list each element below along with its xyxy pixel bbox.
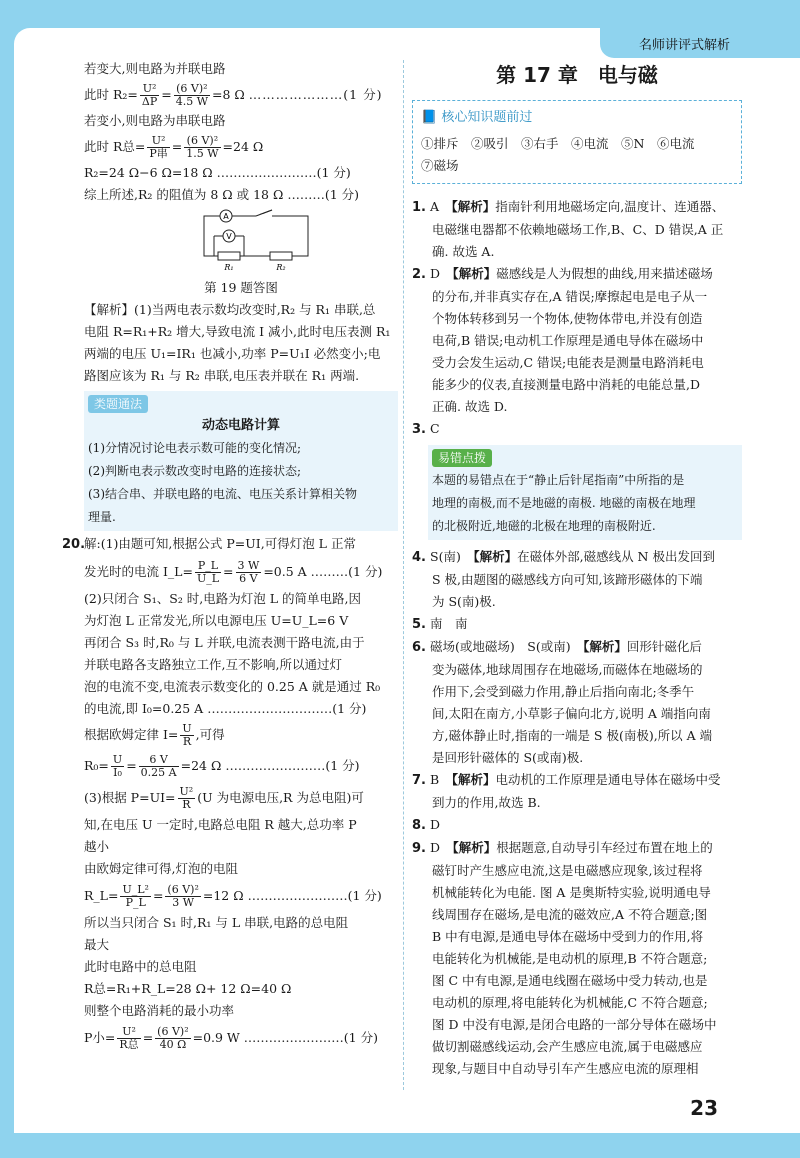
text-line: 则整个电路消耗的最小功率 <box>84 1003 235 1018</box>
resistor-r2-icon <box>270 252 292 260</box>
formula-line: 此时 R₂= $\frac{\text{U²}}{\Delta P}$ = $\frac{\text{(6 V)²}}{4.5 W}$ =8 Ω …………………(1 分) <box>84 82 383 108</box>
text-line: 若变小,则电路为串联电路 <box>84 113 226 128</box>
text-line: 并联电路各支路独立工作,互不影响,所以通过灯 <box>84 657 342 672</box>
fraction: $\frac{\text{(6 V)²}}{1.5 W}$ <box>186 134 219 160</box>
formula-line: R_L= $\frac{\text{U\_L²}}{P\_L}$ = $\frac{\text{(6 V)²}}{3 W}$ =12 Ω ……………………(1 分) <box>84 883 382 909</box>
page-number: 23 <box>690 1096 718 1120</box>
fraction: $\frac{\text{(6 V)²}}{4.5 W}$ <box>175 82 209 108</box>
text-line: 再闭合 S₃ 时,R₀ 与 L 并联,电流表测干路电流,由于 <box>84 635 365 650</box>
method-title: 动态电路计算 <box>201 418 280 433</box>
text-line: R₂=24 Ω−6 Ω=18 Ω ……………………(1 分) <box>84 165 351 180</box>
answer-item: 4. S(南) 【解析】在磁体外部,磁感线从 N 极出发回到 S 极,由题图的磁感线方向可知,该蹄形磁体的下端 为 S(南)极. <box>412 549 715 609</box>
left-column <box>62 58 398 1054</box>
text-line: 由欧姆定律可得,灯泡的电阻 <box>84 861 238 876</box>
text-line: 若变大,则电路为并联电路 <box>84 61 226 76</box>
analysis-line: 【解析】(1)当两电表示数均改变时,R₂ 与 R₁ 串联,总 <box>84 302 376 317</box>
core-title: 📘 核心知识题前过 <box>421 110 533 125</box>
method-line: 理量. <box>88 510 116 524</box>
fraction: $\frac{3 W}{6 V}$ <box>237 559 260 585</box>
error-tip-box: 易错点拨 本题的易错点在于“静止后针尾指南”中所指的是 地理的南极,而不是地磁的南极. 地磁的南极在地理 的北极附近,地磁的北极在地理的南极附近. <box>428 445 742 540</box>
answer-item: 9. D 【解析】根据题意,自动导引车经过布置在地上的 磁钉时产生感应电流,这是电磁感应现象,该过程将 机械能转化为电能. 图 A 是奥斯特实验,说明通电导 线周围存在磁场,是电流的磁效应,A 不符合题意;图 B 中有电源,是通电导体在磁场中受到力的作用,将 电能转化为机械能,是电动机的原理,B 不符合题意; 图 C 中有电源,是通电线圈在磁场中受力转动,也是 电动机的原理,将电能转化为机械能,C 不符合题意; 图 D 中没有电源,是闭合电路的一部分导体在磁场中 做切割磁感线运动,会产生感应电流,属于电磁感应 现象,与题目中自动导引车产生感应电流的原理相 <box>412 840 717 1076</box>
answer-item: 8. D <box>412 817 441 833</box>
column-divider <box>403 60 404 1090</box>
answer-item: 6. 磁场(或地磁场) S(或南) 【解析】回形针磁化后 变为磁体,地球周围存在地磁场,而磁体在地磁场的 作用下,会受到磁力作用,静止后指向南北;冬季午 间,太阳在南方,小草影子偏向北方,说明 A 端指向南 方,磁体静止时,指南的一端是 S 极(南极),所以 A 端 是回形针磁体的 S(或南)极. <box>412 639 713 765</box>
text-line: 知,在电压 U 一定时,电路总电阻 R 越大,总功率 P <box>84 817 357 832</box>
figure-caption: 第 19 题答图 <box>204 280 278 295</box>
header-tab <box>600 28 800 58</box>
voltmeter-label: V <box>226 232 232 241</box>
text-line: 最大 <box>84 937 110 952</box>
fraction: $\frac{\text{U\_L²}}{P\_L}$ <box>122 883 149 909</box>
method-line: (3)结合串、并联电路的电流、电压关系计算相关物 <box>88 487 357 501</box>
chapter-title: 第 17 章 电与磁 <box>496 63 658 87</box>
fraction: $\frac{\text{U²}}{R}$ <box>179 785 194 811</box>
formula-line: P小= $\frac{\text{U²}}{\text{R总}}$ = $\frac{\text{(6 V)²}}{40 \Omega}$ =0.9 W ……………………(1 分) <box>84 1025 378 1051</box>
fraction: $\frac{\text{(6 V)²}}{40 \Omega}$ <box>157 1025 189 1051</box>
formula-line: R₀= $\frac{U}{\text{I₀}}$ = $\frac{6 V}{0.25 A}$ =24 Ω ……………………(1 分) <box>84 753 360 779</box>
answer-item: 7. B 【解析】电动机的工作原理是通电导体在磁场中受 到力的作用,故选 B. <box>412 772 721 810</box>
text-line: R总=R₁+R_L=28 Ω+ 12 Ω=40 Ω <box>84 981 292 996</box>
core-knowledge-box <box>412 100 742 184</box>
circuit-diagram <box>196 210 316 272</box>
method-box <box>84 391 398 531</box>
ammeter-label: A <box>223 212 229 221</box>
fraction: $\frac{U}{\text{I₀}}$ <box>112 753 123 779</box>
text-line: 的电流,即 I₀=0.25 A …………………………(1 分) <box>84 701 367 716</box>
analysis-line: 电阻 R=R₁+R₂ 增大,导致电流 I 减小,此时电压表测 R₁ <box>84 324 391 339</box>
text-line: 泡的电流不变,电流表示数变化的 0.25 A 就是通过 R₀ <box>84 679 381 694</box>
text-line: 为灯泡 L 正常发光,所以电源电压 U=U_L=6 V <box>84 613 349 628</box>
method-line: (1)分情况讨论电表示数可能的变化情况; <box>88 441 302 455</box>
answer-item: 5. 南 南 <box>412 616 468 632</box>
text-line: 综上所述,R₂ 的阻值为 8 Ω 或 18 Ω ………(1 分) <box>84 187 359 202</box>
book-icon: 📘 <box>421 110 438 125</box>
text-line: 此时电路中的总电阻 <box>84 959 197 974</box>
resistor-r1-icon <box>218 252 240 260</box>
text-line: (2)只闭合 S₁、S₂ 时,电路为灯泡 L 的简单电路,因 <box>84 591 361 606</box>
text-line: 越小 <box>84 839 110 854</box>
answer-item: 1. A 【解析】指南针利用地磁场定向,温度计、连通器、 电磁继电器都不依赖地磁场工作,B、C、D 错误,A 正 确. 故选 A. <box>412 199 725 259</box>
r2-label: R₂ <box>276 263 286 272</box>
fraction: $\frac{6 V}{0.25 A}$ <box>140 753 177 779</box>
text-line: 所以当只闭合 S₁ 时,R₁ 与 L 串联,电路的总电阻 <box>84 915 349 930</box>
fraction: $\frac{\text{U²}}{\text{P串}}$ <box>149 134 168 160</box>
right-column <box>412 58 742 1080</box>
answer-item: 3. C <box>412 421 440 437</box>
fraction: $\frac{U}{R}$ <box>182 722 192 748</box>
fraction: $\frac{\text{U²}}{\Delta P}$ <box>141 82 158 108</box>
core-line: ①排斥 ②吸引 ③右手 ④电流 ⑤N ⑥电流 <box>421 136 695 151</box>
analysis-line: 路图应该为 R₁ 与 R₂ 串联,电压表并联在 R₁ 两端. <box>84 368 360 383</box>
fraction: $\frac{\text{(6 V)²}}{3 W}$ <box>167 883 199 909</box>
answer-item: 2. D 【解析】磁感线是人为假想的曲线,用来描述磁场 的分布,并非真实存在,A 错误;摩擦起电是电子从一 个物体转移到另一个物体,使物体带电,并没有创造 电荷,B 错误;电动机工作原理是通电导体在磁场中 受力会发生运动,C 错误;电能表是测量电路消耗电 能多少的仪表,直接测量电路中消耗的电能总量,D 正确. 故选 D. <box>412 266 713 414</box>
core-line: ⑦磁场 <box>421 158 459 173</box>
formula-line: 发光时的电流 I_L= $\frac{P\_L}{U\_L}$ = $\frac{3 W}{6 V}$ =0.5 A ………(1 分) <box>84 559 383 585</box>
header-title: 名师讲评式解析 <box>638 38 730 53</box>
analysis-line: 两端的电压 U₁=IR₁ 也减小,功率 P=U₁I 必然变小;电 <box>84 346 381 361</box>
method-line: (2)判断电表示数改变时电路的连接状态; <box>88 464 302 478</box>
formula-line: 此时 R总= $\frac{\text{U²}}{\text{P串}}$ = $\frac{\text{(6 V)²}}{1.5 W}$ =24 Ω <box>84 134 264 160</box>
r1-label: R₁ <box>224 263 234 272</box>
fraction: $\frac{\text{U²}}{\text{R总}}$ <box>119 1025 139 1051</box>
formula-line: 根据欧姆定律 I= $\frac{U}{R}$ ,可得 <box>84 722 225 748</box>
error-tip-tag: 易错点拨 <box>432 449 492 467</box>
question-20-line: 20.解:(1)由题可知,根据公式 P=UI,可得灯泡 L 正常 <box>62 536 356 552</box>
fraction: $\frac{P\_L}{U\_L}$ <box>196 559 220 585</box>
method-tag: 类题通法 <box>88 395 148 413</box>
formula-line: (3)根据 P=UI= $\frac{\text{U²}}{R}$ (U 为电源电压,R 为总电阻)可 <box>84 785 364 811</box>
